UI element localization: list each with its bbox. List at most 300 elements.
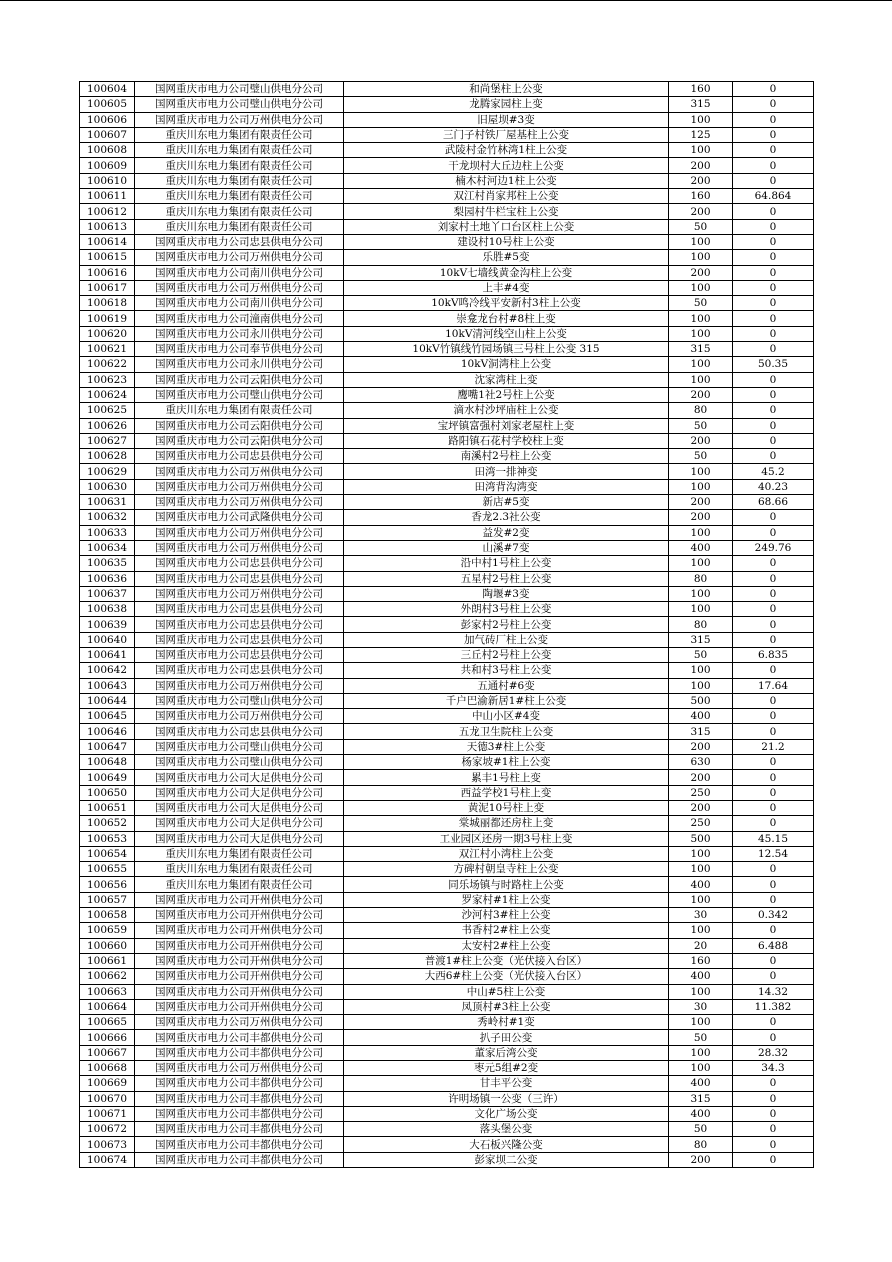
transformer-name-cell: 董家后湾公变 [344,1045,669,1060]
capacity-cell: 100 [669,250,733,265]
row-id-cell: 100609 [80,158,135,173]
capacity-cell: 50 [669,219,733,234]
value-cell: 0 [733,1152,814,1167]
capacity-cell: 100 [669,280,733,295]
company-cell: 国网重庆市电力公司万州供电分公司 [135,479,344,494]
value-cell: 0 [733,433,814,448]
table-row [80,831,814,846]
value-cell: 64.864 [733,189,814,204]
transformer-table [79,81,814,1168]
table-row [80,418,814,433]
transformer-name-cell: 干龙坝村大丘边柱上公变 [344,158,669,173]
value-cell: 0 [733,892,814,907]
table-row [80,770,814,785]
transformer-name-cell: 鹰嘴1社2号柱上公变 [344,387,669,402]
transformer-name-cell: 崇龛龙台村#8柱上变 [344,311,669,326]
company-cell: 国网重庆市电力公司忠县供电分公司 [135,602,344,617]
capacity-cell: 100 [669,525,733,540]
value-cell: 0 [733,556,814,571]
company-cell: 国网重庆市电力公司忠县供电分公司 [135,234,344,249]
value-cell: 0 [733,1076,814,1091]
row-id-cell: 100648 [80,755,135,770]
row-id-cell: 100606 [80,112,135,127]
row-id-cell: 100646 [80,724,135,739]
company-cell: 重庆川东电力集团有限责任公司 [135,127,344,142]
row-id-cell: 100653 [80,831,135,846]
value-cell: 0 [733,770,814,785]
value-cell: 0 [733,969,814,984]
row-id-cell: 100641 [80,647,135,662]
transformer-name-cell: 楠木村河边1柱上公变 [344,173,669,188]
row-id-cell: 100619 [80,311,135,326]
table-row [80,250,814,265]
table-row [80,173,814,188]
table-row [80,1061,814,1076]
value-cell: 0 [733,1015,814,1030]
capacity-cell: 100 [669,846,733,861]
table-row [80,433,814,448]
capacity-cell: 160 [669,189,733,204]
capacity-cell: 200 [669,265,733,280]
capacity-cell: 200 [669,495,733,510]
table-row [80,877,814,892]
transformer-name-cell: 书香村2#柱上公变 [344,923,669,938]
value-cell: 6.835 [733,647,814,662]
value-cell: 6.488 [733,938,814,953]
transformer-name-cell: 扒子田公变 [344,1030,669,1045]
company-cell: 国网重庆市电力公司云阳供电分公司 [135,418,344,433]
row-id-cell: 100614 [80,234,135,249]
value-cell: 0 [733,158,814,173]
row-id-cell: 100631 [80,495,135,510]
company-cell: 国网重庆市电力公司万州供电分公司 [135,678,344,693]
capacity-cell: 80 [669,617,733,632]
transformer-name-cell: 南溪村2号柱上公变 [344,449,669,464]
company-cell: 国网重庆市电力公司开州供电分公司 [135,908,344,923]
company-cell: 国网重庆市电力公司大足供电分公司 [135,800,344,815]
transformer-name-cell: 落头堡公变 [344,1122,669,1137]
transformer-name-cell: 五星村2号柱上公变 [344,571,669,586]
company-cell: 重庆川东电力集团有限责任公司 [135,204,344,219]
table-row [80,602,814,617]
company-cell: 国网重庆市电力公司潼南供电分公司 [135,311,344,326]
capacity-cell: 315 [669,97,733,112]
company-cell: 国网重庆市电力公司万州供电分公司 [135,525,344,540]
table-row [80,678,814,693]
table-row [80,342,814,357]
value-cell: 45.2 [733,464,814,479]
row-id-cell: 100633 [80,525,135,540]
transformer-name-cell: 五通村#6变 [344,678,669,693]
transformer-name-cell: 西益学校1号柱上变 [344,785,669,800]
value-cell: 0 [733,816,814,831]
transformer-name-cell: 10kV洞湾柱上公变 [344,357,669,372]
value-cell: 0 [733,127,814,142]
company-cell: 国网重庆市电力公司万州供电分公司 [135,709,344,724]
table-row [80,112,814,127]
transformer-name-cell: 沈家湾柱上变 [344,372,669,387]
value-cell: 28.32 [733,1045,814,1060]
capacity-cell: 100 [669,1015,733,1030]
company-cell: 国网重庆市电力公司忠县供电分公司 [135,571,344,586]
company-cell: 国网重庆市电力公司武隆供电分公司 [135,510,344,525]
table-row [80,357,814,372]
row-id-cell: 100659 [80,923,135,938]
row-id-cell: 100643 [80,678,135,693]
transformer-name-cell: 杨家坡#1柱上公变 [344,755,669,770]
capacity-cell: 400 [669,1076,733,1091]
capacity-cell: 315 [669,342,733,357]
capacity-cell: 100 [669,143,733,158]
value-cell: 0 [733,1137,814,1152]
transformer-name-cell: 田湾一排神变 [344,464,669,479]
row-id-cell: 100654 [80,846,135,861]
row-id-cell: 100640 [80,632,135,647]
value-cell: 0 [733,372,814,387]
capacity-cell: 100 [669,372,733,387]
row-id-cell: 100623 [80,372,135,387]
table-row [80,1045,814,1060]
capacity-cell: 315 [669,1091,733,1106]
table-row [80,510,814,525]
table-row [80,969,814,984]
transformer-name-cell: 上丰#4变 [344,280,669,295]
value-cell: 0 [733,97,814,112]
company-cell: 国网重庆市电力公司忠县供电分公司 [135,556,344,571]
company-cell: 国网重庆市电力公司开州供电分公司 [135,953,344,968]
capacity-cell: 200 [669,204,733,219]
company-cell: 国网重庆市电力公司南川供电分公司 [135,265,344,280]
row-id-cell: 100671 [80,1106,135,1121]
company-cell: 国网重庆市电力公司万州供电分公司 [135,112,344,127]
row-id-cell: 100636 [80,571,135,586]
value-cell: 0 [733,953,814,968]
row-id-cell: 100652 [80,816,135,831]
capacity-cell: 20 [669,938,733,953]
transformer-name-cell: 罗家村#1柱上公变 [344,892,669,907]
value-cell: 0 [733,862,814,877]
capacity-cell: 100 [669,1045,733,1060]
transformer-name-cell: 刘家村土地丫口台区柱上公变 [344,219,669,234]
capacity-cell: 200 [669,770,733,785]
transformer-name-cell: 同乐场镇与时路柱上公变 [344,877,669,892]
capacity-cell: 100 [669,357,733,372]
value-cell: 17.64 [733,678,814,693]
row-id-cell: 100613 [80,219,135,234]
value-cell: 0 [733,449,814,464]
value-cell: 0 [733,617,814,632]
company-cell: 国网重庆市电力公司忠县供电分公司 [135,724,344,739]
capacity-cell: 315 [669,632,733,647]
value-cell: 0 [733,403,814,418]
row-id-cell: 100645 [80,709,135,724]
transformer-name-cell: 工业园区还房一期3号柱上变 [344,831,669,846]
capacity-cell: 200 [669,1152,733,1167]
transformer-name-cell: 共和村3号柱上公变 [344,663,669,678]
transformer-name-cell: 普渡1#柱上公变（光伏接入台区） [344,953,669,968]
transformer-name-cell: 宝坪镇富强村刘家老屋柱上变 [344,418,669,433]
company-cell: 重庆川东电力集团有限责任公司 [135,189,344,204]
capacity-cell: 100 [669,1061,733,1076]
transformer-name-cell: 10kV清河线空山柱上公变 [344,326,669,341]
value-cell: 0 [733,586,814,601]
table-row [80,953,814,968]
transformer-name-cell: 新店#5变 [344,495,669,510]
company-cell: 国网重庆市电力公司万州供电分公司 [135,280,344,295]
transformer-name-cell: 龙腾家园柱上变 [344,97,669,112]
capacity-cell: 100 [669,586,733,601]
table-row [80,82,814,97]
company-cell: 国网重庆市电力公司永川供电分公司 [135,357,344,372]
transformer-name-cell: 大石板兴隆公变 [344,1137,669,1152]
table-row [80,1076,814,1091]
company-cell: 重庆川东电力集团有限责任公司 [135,219,344,234]
value-cell: 0 [733,204,814,219]
company-cell: 重庆川东电力集团有限责任公司 [135,862,344,877]
transformer-name-cell: 棠城丽都还房柱上变 [344,816,669,831]
capacity-cell: 100 [669,602,733,617]
transformer-name-cell: 方碑村朝皇寺柱上公变 [344,862,669,877]
value-cell: 0 [733,280,814,295]
capacity-cell: 50 [669,647,733,662]
company-cell: 国网重庆市电力公司开州供电分公司 [135,999,344,1014]
transformer-name-cell: 益发#2变 [344,525,669,540]
row-id-cell: 100620 [80,326,135,341]
transformer-name-cell: 10kV七墙线黄金沟柱上公变 [344,265,669,280]
table-row [80,280,814,295]
value-cell: 0 [733,525,814,540]
value-cell: 14.32 [733,984,814,999]
value-cell: 0 [733,326,814,341]
value-cell: 12.54 [733,846,814,861]
table-row [80,97,814,112]
transformer-name-cell: 双江村小湾柱上公变 [344,846,669,861]
transformer-name-cell: 文化广场公变 [344,1106,669,1121]
value-cell: 0 [733,785,814,800]
company-cell: 国网重庆市电力公司开州供电分公司 [135,923,344,938]
company-cell: 国网重庆市电力公司璧山供电分公司 [135,97,344,112]
table-row [80,296,814,311]
row-id-cell: 100628 [80,449,135,464]
transformer-name-cell: 乐胜#5变 [344,250,669,265]
capacity-cell: 160 [669,82,733,97]
capacity-cell: 200 [669,173,733,188]
capacity-cell: 125 [669,127,733,142]
company-cell: 国网重庆市电力公司南川供电分公司 [135,296,344,311]
table-row [80,403,814,418]
value-cell: 0 [733,1122,814,1137]
transformer-name-cell: 秀岭村#1变 [344,1015,669,1030]
table-row [80,908,814,923]
transformer-name-cell: 枣元5组#2变 [344,1061,669,1076]
row-id-cell: 100674 [80,1152,135,1167]
value-cell: 68.66 [733,495,814,510]
row-id-cell: 100644 [80,693,135,708]
capacity-cell: 50 [669,418,733,433]
capacity-cell: 100 [669,311,733,326]
page-top-rule [0,0,892,1]
row-id-cell: 100622 [80,357,135,372]
transformer-name-cell: 三丘村2号柱上公变 [344,647,669,662]
table-row [80,143,814,158]
table-row [80,862,814,877]
table-row [80,693,814,708]
table-row [80,663,814,678]
row-id-cell: 100662 [80,969,135,984]
capacity-cell: 500 [669,831,733,846]
table-row [80,127,814,142]
capacity-cell: 100 [669,479,733,494]
capacity-cell: 400 [669,1106,733,1121]
capacity-cell: 30 [669,908,733,923]
company-cell: 国网重庆市电力公司忠县供电分公司 [135,449,344,464]
value-cell: 0 [733,693,814,708]
transformer-name-cell: 双江村肖家邦柱上公变 [344,189,669,204]
company-cell: 重庆川东电力集团有限责任公司 [135,143,344,158]
table-row [80,265,814,280]
value-cell: 0 [733,173,814,188]
row-id-cell: 100607 [80,127,135,142]
company-cell: 国网重庆市电力公司云阳供电分公司 [135,372,344,387]
company-cell: 国网重庆市电力公司大足供电分公司 [135,785,344,800]
transformer-name-cell: 三门子村铁厂屋基柱上公变 [344,127,669,142]
capacity-cell: 100 [669,892,733,907]
table-row [80,892,814,907]
company-cell: 国网重庆市电力公司开州供电分公司 [135,892,344,907]
company-cell: 国网重庆市电力公司万州供电分公司 [135,464,344,479]
value-cell: 0 [733,724,814,739]
transformer-name-cell: 外朗村3号柱上公变 [344,602,669,617]
table-row [80,739,814,754]
company-cell: 国网重庆市电力公司丰都供电分公司 [135,1030,344,1045]
row-id-cell: 100649 [80,770,135,785]
capacity-cell: 315 [669,724,733,739]
row-id-cell: 100670 [80,1091,135,1106]
transformer-name-cell: 甘丰平公变 [344,1076,669,1091]
row-id-cell: 100651 [80,800,135,815]
capacity-cell: 200 [669,387,733,402]
company-cell: 国网重庆市电力公司大足供电分公司 [135,770,344,785]
value-cell: 0 [733,877,814,892]
company-cell: 国网重庆市电力公司璧山供电分公司 [135,693,344,708]
transformer-name-cell: 中山小区#4变 [344,709,669,724]
row-id-cell: 100672 [80,1122,135,1137]
table-row [80,1106,814,1121]
transformer-name-cell: 和尚堡柱上公变 [344,82,669,97]
capacity-cell: 200 [669,800,733,815]
company-cell: 国网重庆市电力公司奉节供电分公司 [135,342,344,357]
company-cell: 国网重庆市电力公司丰都供电分公司 [135,1122,344,1137]
table-row [80,800,814,815]
row-id-cell: 100612 [80,204,135,219]
value-cell: 0 [733,265,814,280]
row-id-cell: 100615 [80,250,135,265]
capacity-cell: 250 [669,785,733,800]
transformer-name-cell: 累丰1号柱上变 [344,770,669,785]
transformer-name-cell: 凤顶村#3柱上公变 [344,999,669,1014]
row-id-cell: 100624 [80,387,135,402]
value-cell: 11.382 [733,999,814,1014]
row-id-cell: 100655 [80,862,135,877]
table-row [80,984,814,999]
company-cell: 重庆川东电力集团有限责任公司 [135,173,344,188]
table-row [80,1152,814,1167]
value-cell: 0 [733,800,814,815]
company-cell: 国网重庆市电力公司丰都供电分公司 [135,1091,344,1106]
value-cell: 0 [733,250,814,265]
transformer-name-cell: 陶堰#3变 [344,586,669,601]
table-row [80,495,814,510]
company-cell: 重庆川东电力集团有限责任公司 [135,877,344,892]
table-row [80,999,814,1014]
row-id-cell: 100637 [80,586,135,601]
row-id-cell: 100627 [80,433,135,448]
table-row [80,571,814,586]
row-id-cell: 100650 [80,785,135,800]
capacity-cell: 50 [669,1122,733,1137]
table-row [80,755,814,770]
value-cell: 0 [733,1091,814,1106]
transformer-name-cell: 许明场镇一公变（三许） [344,1091,669,1106]
company-cell: 国网重庆市电力公司万州供电分公司 [135,540,344,555]
table-row [80,1122,814,1137]
value-cell: 40.23 [733,479,814,494]
row-id-cell: 100639 [80,617,135,632]
capacity-cell: 100 [669,464,733,479]
row-id-cell: 100657 [80,892,135,907]
company-cell: 国网重庆市电力公司开州供电分公司 [135,984,344,999]
transformer-name-cell: 彭家坝二公变 [344,1152,669,1167]
row-id-cell: 100629 [80,464,135,479]
row-id-cell: 100661 [80,953,135,968]
value-cell: 0 [733,143,814,158]
row-id-cell: 100610 [80,173,135,188]
company-cell: 国网重庆市电力公司丰都供电分公司 [135,1137,344,1152]
table-row [80,938,814,953]
table-row [80,326,814,341]
capacity-cell: 630 [669,755,733,770]
row-id-cell: 100660 [80,938,135,953]
transformer-name-cell: 10kV竹镇线竹园场镇三号柱上公变 315 [344,342,669,357]
table-row [80,586,814,601]
capacity-cell: 100 [669,326,733,341]
capacity-cell: 100 [669,112,733,127]
transformer-name-cell: 太安村2#柱上公变 [344,938,669,953]
row-id-cell: 100642 [80,663,135,678]
capacity-cell: 400 [669,877,733,892]
row-id-cell: 100665 [80,1015,135,1030]
transformer-name-cell: 黄泥10号柱上变 [344,800,669,815]
value-cell: 249.76 [733,540,814,555]
capacity-cell: 100 [669,923,733,938]
company-cell: 国网重庆市电力公司万州供电分公司 [135,1015,344,1030]
row-id-cell: 100618 [80,296,135,311]
capacity-cell: 50 [669,449,733,464]
row-id-cell: 100666 [80,1030,135,1045]
transformer-name-cell: 山溪#7变 [344,540,669,555]
capacity-cell: 400 [669,969,733,984]
company-cell: 国网重庆市电力公司万州供电分公司 [135,586,344,601]
company-cell: 国网重庆市电力公司忠县供电分公司 [135,647,344,662]
row-id-cell: 100605 [80,97,135,112]
capacity-cell: 160 [669,953,733,968]
row-id-cell: 100635 [80,556,135,571]
capacity-cell: 200 [669,158,733,173]
value-cell: 50.35 [733,357,814,372]
table-row [80,158,814,173]
table-row [80,785,814,800]
row-id-cell: 100664 [80,999,135,1014]
